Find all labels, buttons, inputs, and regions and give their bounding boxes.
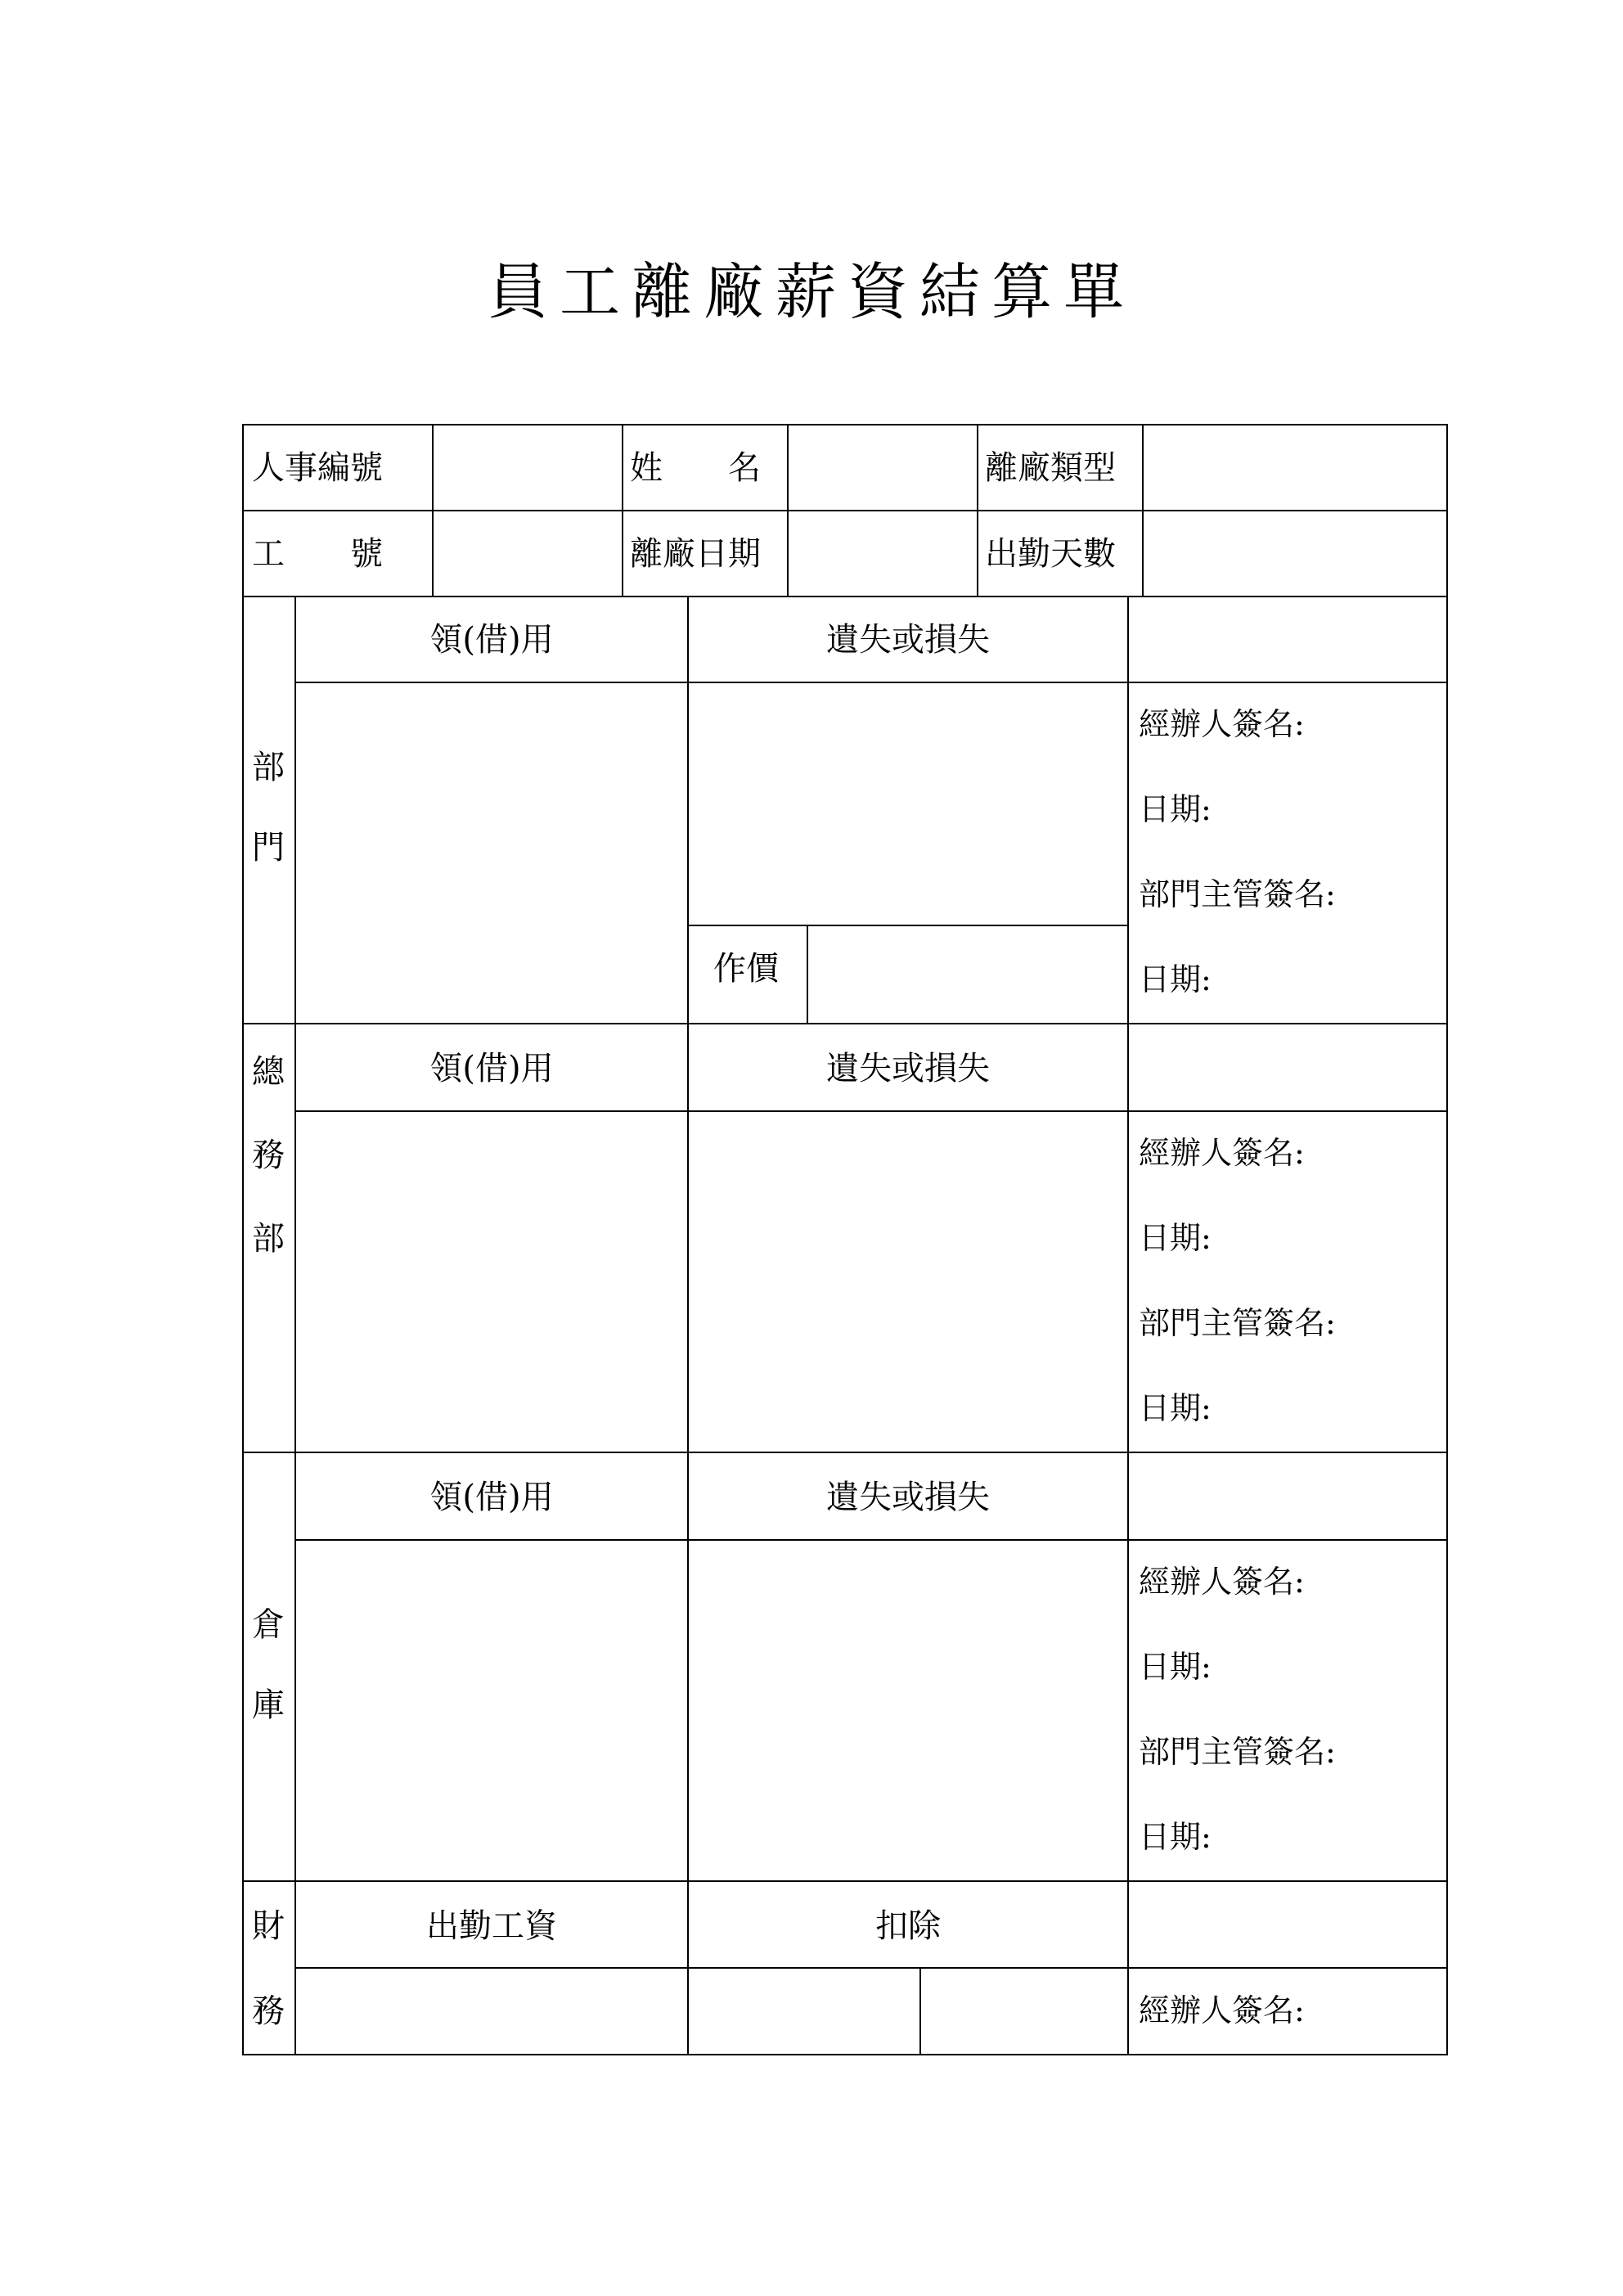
finance-head-line	[294, 1967, 1448, 1969]
warehouse-loss-header: 遺失或損失	[826, 1479, 990, 1516]
attendance-days-label: 出勤天數	[985, 535, 1116, 573]
finance-label: 財 務	[252, 1907, 285, 2030]
warehouse-date-2: 日期:	[1139, 1819, 1212, 1855]
general-date-1: 日期:	[1139, 1220, 1212, 1256]
warehouse-manager-signature: 部門主管簽名:	[1139, 1734, 1336, 1770]
dept-bottom-line	[242, 1023, 1448, 1024]
finance-attendance-wage-header: 出勤工資	[426, 1907, 557, 1945]
warehouse-date-1: 日期:	[1139, 1649, 1212, 1685]
warehouse-label: 倉 庫	[252, 1606, 285, 1724]
general-affairs-label: 總 務 部	[252, 1053, 285, 1258]
dept-manager-signature: 部門主管簽名:	[1139, 876, 1336, 912]
name-label: 姓 名	[630, 449, 761, 487]
border-top	[242, 424, 1448, 425]
warehouse-bottom-line	[242, 1880, 1448, 1882]
general-head-line	[294, 1110, 1448, 1112]
dept-compensation-label: 作價	[713, 950, 779, 988]
employee-no-label: 人事編號	[252, 449, 383, 487]
work-no-label: 工 號	[252, 535, 383, 573]
finance-handler-signature: 經辦人簽名:	[1139, 1992, 1305, 2028]
dept-date-1: 日期:	[1139, 791, 1212, 827]
dept-label: 部 門	[252, 749, 285, 867]
finance-deduction-divider	[919, 1967, 921, 2055]
border-right	[1446, 424, 1448, 2055]
dept-loss-header: 遺失或損失	[826, 621, 990, 659]
label-column-line	[294, 596, 296, 2055]
general-handler-signature: 經辦人簽名:	[1139, 1135, 1305, 1171]
warehouse-handler-signature: 經辦人簽名:	[1139, 1564, 1305, 1600]
general-borrow-header: 領(借)用	[429, 1050, 554, 1087]
header-bottom-line	[242, 596, 1448, 597]
dept-head-line	[294, 682, 1448, 683]
finance-deduction-header: 扣除	[875, 1907, 941, 1945]
dept-compensation-divider	[807, 925, 808, 1024]
dept-handler-signature: 經辦人簽名:	[1139, 706, 1305, 742]
form-title: 員工離廠薪資結算單	[488, 257, 1135, 327]
header-col-line	[787, 424, 789, 597]
header-col-line	[977, 424, 978, 597]
dept-date-2: 日期:	[1139, 961, 1212, 997]
general-bottom-line	[242, 1452, 1448, 1453]
signature-column-line	[1127, 596, 1129, 2055]
header-col-line	[432, 424, 434, 597]
middle-column-line	[687, 596, 689, 2055]
general-manager-signature: 部門主管簽名:	[1139, 1305, 1336, 1341]
dept-borrow-header: 領(借)用	[429, 621, 554, 659]
warehouse-borrow-header: 領(借)用	[429, 1479, 554, 1516]
warehouse-head-line	[294, 1539, 1448, 1541]
general-date-2: 日期:	[1139, 1390, 1212, 1426]
header-row-divider	[242, 510, 1448, 511]
header-col-line	[622, 424, 623, 597]
general-loss-header: 遺失或損失	[826, 1050, 990, 1087]
leave-date-label: 離廠日期	[630, 535, 761, 573]
leave-type-label: 離廠類型	[985, 449, 1116, 487]
dept-compensation-line	[687, 925, 1127, 926]
header-col-line	[1142, 424, 1144, 597]
border-bottom	[242, 2054, 1448, 2055]
